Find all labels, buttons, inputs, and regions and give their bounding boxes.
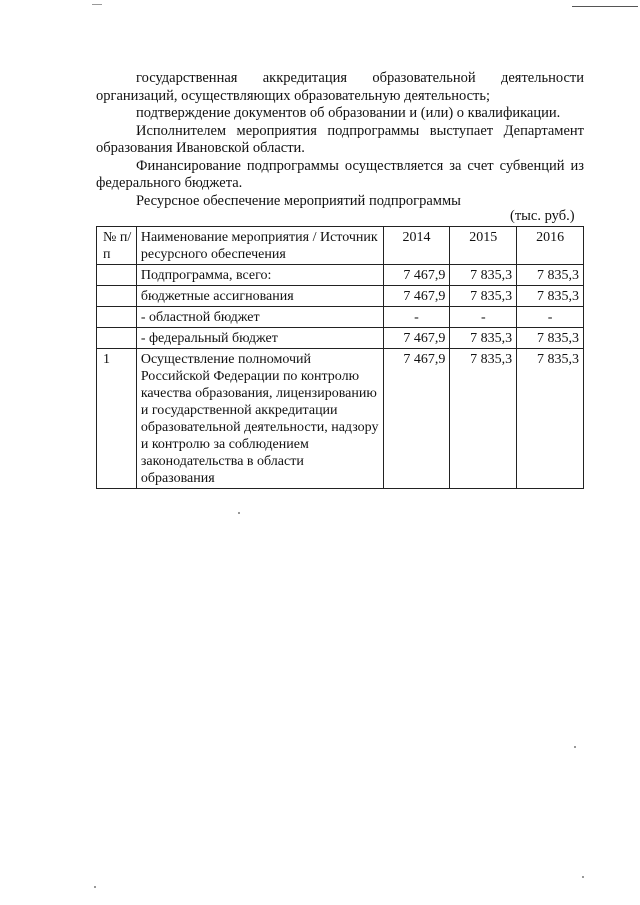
table-row: [97, 286, 584, 307]
row-name: Осуществление полномочий Российской Федерации по контролю качества образования, лицензированию и государственной аккредитации образовательной деятельности, надзору и контролю за соблюдением законодательства в области образования: [136, 349, 383, 489]
top-rule: [572, 6, 638, 7]
row-num: [97, 307, 137, 328]
paragraph-executor: Исполнителем мероприятия подпрограммы выступает Департамент образования Ивановской области.: [96, 122, 584, 156]
table-row: [97, 307, 584, 328]
body-text: [96, 70, 584, 210]
header-year-2015: 2015: [450, 227, 517, 265]
scan-speck: [94, 886, 96, 888]
row-value-2014: 7 467,9: [383, 328, 450, 349]
table-row: [97, 328, 584, 349]
table-row: [97, 265, 584, 286]
header-year-2016: 2016: [517, 227, 584, 265]
row-value-2016: -: [517, 307, 584, 328]
row-value-2014: 7 467,9: [383, 265, 450, 286]
row-num: [97, 265, 137, 286]
header-year-2014: 2014: [383, 227, 450, 265]
paragraph-accreditation: государственная аккредитация образовательной деятельности организаций, осуществляющих образовательную деятельность;: [96, 70, 584, 104]
row-value-2016: 7 835,3: [517, 286, 584, 307]
paragraph-resource-title: Ресурсное обеспечение мероприятий подпрограммы: [136, 192, 461, 209]
row-value-2016: 7 835,3: [517, 349, 584, 489]
row-value-2014: 7 467,9: [383, 286, 450, 307]
row-value-2016: 7 835,3: [517, 265, 584, 286]
row-value-2015: -: [450, 307, 517, 328]
row-name: Подпрограмма, всего:: [136, 265, 383, 286]
header-name: Наименование мероприятия / Источник ресурсного обеспечения: [136, 227, 383, 265]
row-value-2016: 7 835,3: [517, 328, 584, 349]
scan-speck: [238, 512, 240, 514]
row-num: [97, 286, 137, 307]
row-num: [97, 328, 137, 349]
row-value-2015: 7 835,3: [450, 265, 517, 286]
table-header-row: [97, 227, 584, 265]
row-value-2015: 7 835,3: [450, 349, 517, 489]
scan-mark: [92, 4, 102, 5]
row-name: - областной бюджет: [136, 307, 383, 328]
row-value-2014: 7 467,9: [383, 349, 450, 489]
header-num: № п/п: [97, 227, 137, 265]
paragraph-documents: подтверждение документов об образовании и (или) о квалификации.: [136, 105, 561, 121]
row-num: 1: [97, 349, 137, 489]
row-name: - федеральный бюджет: [136, 328, 383, 349]
scan-speck: [582, 876, 584, 878]
table-row: [97, 349, 584, 489]
resource-table: [96, 226, 584, 489]
units-label: (тыс. руб.): [510, 208, 575, 224]
paragraph-financing: Финансирование подпрограммы осуществляется за счет субвенций из федерального бюджета.: [96, 157, 584, 191]
scan-speck: [574, 746, 576, 748]
row-value-2014: -: [383, 307, 450, 328]
row-value-2015: 7 835,3: [450, 286, 517, 307]
row-value-2015: 7 835,3: [450, 328, 517, 349]
row-name: бюджетные ассигнования: [136, 286, 383, 307]
